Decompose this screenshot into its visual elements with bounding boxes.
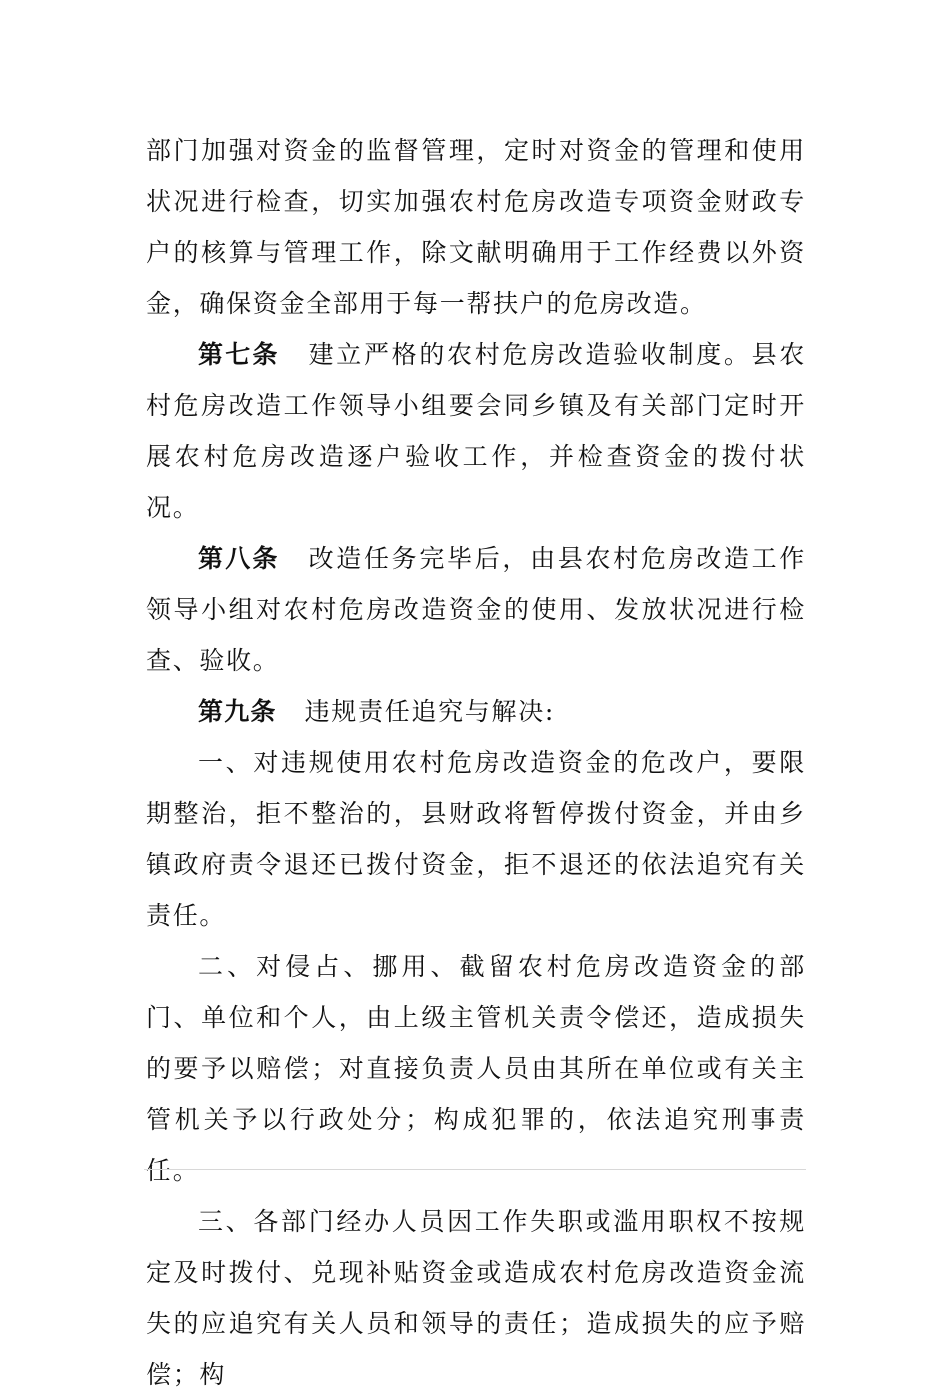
article-heading: 第七条 bbox=[198, 340, 280, 369]
clause-text: 二、对侵占、挪用、截留农村危房改造资金的部门、单位和个人，由上级主管机关责令偿还，造成损失的要予以赔偿；对直接负责人员由其所在单位或有关主管机关予以行政处分；构成犯罪的，依法追究刑事责任。 bbox=[146, 952, 806, 1185]
paragraph-text: 部门加强对资金的监督管理，定时对资金的管理和使用状况进行检查，切实加强农村危房改造专项资金财政专户的核算与管理工作，除文献明确用于工作经费以外资金，确保资金全部用于每一帮扶户的危房改造。 bbox=[146, 136, 806, 318]
article-text: 改造任务完毕后，由县农村危房改造工作领导小组对农村危房改造资金的使用、发放状况进行检查、验收。 bbox=[146, 544, 806, 675]
article-text: 违规责任追究与解决: bbox=[304, 697, 556, 726]
clause-2 bbox=[146, 941, 806, 1196]
article-7 bbox=[146, 329, 806, 533]
clause-text: 一、对违规使用农村危房改造资金的危改户，要限期整治，拒不整治的，县财政将暂停拨付资金，并由乡镇政府责令退还已拨付资金，拒不退还的依法追究有关责任。 bbox=[146, 748, 806, 930]
page-bottom-divider bbox=[144, 1169, 806, 1170]
document-body bbox=[146, 125, 806, 1400]
article-heading: 第九条 bbox=[198, 697, 277, 726]
clause-text: 三、各部门经办人员因工作失职或滥用职权不按规定及时拨付、兑现补贴资金或造成农村危房改造资金流失的应追究有关人员和领导的责任；造成损失的应予赔偿；构 bbox=[146, 1207, 806, 1389]
article-8 bbox=[146, 533, 806, 686]
paragraph-continuation bbox=[146, 125, 806, 329]
article-9 bbox=[146, 686, 806, 737]
article-heading: 第八条 bbox=[198, 544, 280, 573]
article-text: 建立严格的农村危房改造验收制度。县农村危房改造工作领导小组要会同乡镇及有关部门定时开展农村危房改造逐户验收工作，并检查资金的拨付状况。 bbox=[146, 340, 806, 522]
clause-1 bbox=[146, 737, 806, 941]
clause-3 bbox=[146, 1196, 806, 1400]
